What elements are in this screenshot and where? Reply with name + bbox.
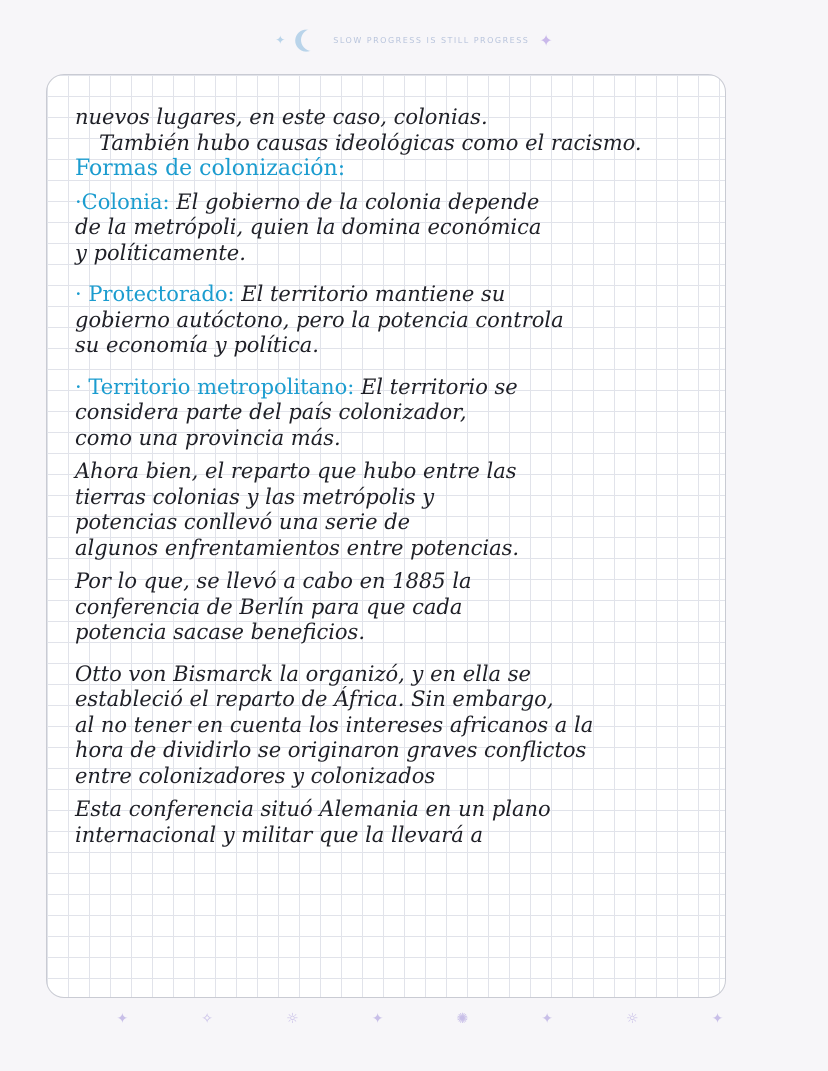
note-text: El territorio mantiene su [234, 282, 506, 306]
note-line: de la metrópoli, quien la domina económica [75, 215, 542, 239]
term-protectorado: · Protectorado: [75, 282, 235, 306]
note-line: conferencia de Berlín para que cada [75, 594, 463, 619]
note-line: entre colonizadores y colonizados [75, 763, 436, 788]
note-line: algunos enfrentamientos entre potencias. [75, 535, 520, 560]
sun-icon: ☼ [626, 1011, 639, 1027]
moon-icon [298, 25, 327, 54]
note-line: También hubo causas ideológicas como el racismo. [99, 130, 642, 155]
sparkle-icon: ✦ [711, 1011, 724, 1027]
note-line: internacional y militar que la llevará a [75, 822, 484, 847]
note-line: Esta conferencia situó Alemania en un plano [75, 797, 551, 821]
territorio-definition [75, 375, 705, 401]
sparkle-icon: ✦ [275, 33, 286, 47]
note-line: potencia sacase beneficios. [75, 620, 366, 644]
note-text: El territorio se [354, 374, 518, 399]
note-line: su economía y política. [75, 333, 319, 357]
note-line: y políticamente. [75, 240, 246, 265]
note-line: como una provincia más. [75, 425, 341, 450]
sun-icon: ☼ [286, 1011, 299, 1027]
sparkle-icon: ✦ [116, 1011, 129, 1027]
note-line: tierras colonias y las metrópolis y [75, 484, 435, 509]
notebook-page [46, 74, 726, 998]
note-line: al no tener en cuenta los intereses africanos a la [75, 712, 594, 737]
notebook-footer [80, 1004, 760, 1034]
note-line: Otto von Bismarck la organizó, y en ella se [75, 661, 531, 686]
notebook-header [0, 0, 828, 80]
sparkle-icon: ✧ [201, 1011, 214, 1027]
note-line: hora de dividirlo se originaron graves conflictos [75, 738, 587, 762]
sparkle-icon: ✦ [539, 30, 553, 50]
sparkle-icon: ✦ [541, 1011, 553, 1027]
note-line: considera parte del país colonizador, [75, 400, 467, 424]
sparkle-icon: ✦ [371, 1011, 384, 1027]
flower-icon: ✺ [456, 1011, 469, 1027]
note-line: gobierno autóctono, pero la potencia controla [75, 307, 564, 332]
note-line: Ahora bien, el reparto que hubo entre las [75, 459, 517, 483]
note-text: El gobierno de la colonia depende [169, 189, 540, 214]
section-heading: Formas de colonización: [75, 156, 346, 181]
term-colonia: ·Colonia: [75, 189, 170, 214]
protectorado-definition [75, 282, 705, 308]
note-line: nuevos lugares, en este caso, colonias. [75, 105, 488, 129]
note-line: estableció el reparto de África. Sin embargo, [75, 687, 554, 711]
handwritten-notes [75, 105, 705, 848]
colonia-definition [75, 190, 705, 216]
note-line: Por lo que, se llevó a cabo en 1885 la [75, 569, 472, 593]
header-motto: SLOW PROGRESS IS STILL PROGRESS [333, 35, 530, 45]
note-line: potencias conllevó una serie de [75, 510, 411, 534]
term-territorio-metropolitano: · Territorio metropolitano: [75, 374, 355, 399]
